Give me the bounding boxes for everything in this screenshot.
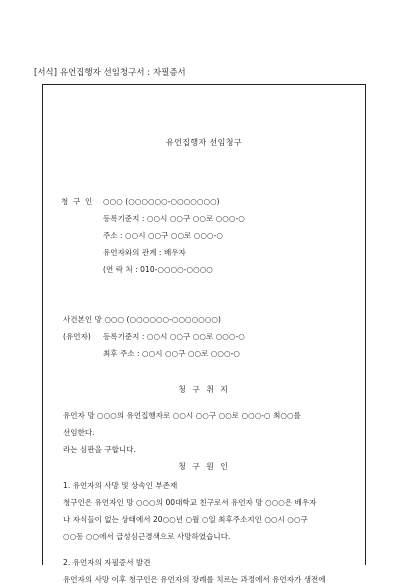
- petitioner-relation: 유언자와의 관계 : 배우자: [103, 248, 186, 257]
- document-frame: [42, 84, 366, 584]
- form-caption: [서식] 유언집행자 선임청구서 : 자필증서: [34, 67, 186, 77]
- document-title: 유언집행자 선임청구: [165, 138, 243, 147]
- reason-2-line-1: 유언자의 사망 이후 청구인은 유언자의 장례를 치르는 과정에서 유언자가 생전에: [63, 575, 326, 584]
- reason-1-line-3: ○○동 ○○에서 급성심근경색으로 사망하였습니다.: [63, 532, 231, 541]
- petitioner-phone: (연 락 처 : 010-○○○○-○○○○: [103, 265, 213, 274]
- purpose-heading: 청 구 취 지: [178, 385, 230, 394]
- deceased-last-address: 최후 주소 : ○○시 ○○구 ○○로 ○○○-○: [103, 349, 240, 358]
- petitioner-registry: 등록기준지 : ○○시 ○○구 ○○로 ○○○-○: [103, 214, 245, 223]
- purpose-line-2: 선임한다.: [63, 428, 95, 437]
- petitioner-label: 청 구 인: [61, 197, 94, 206]
- reason-2-title: 2. 유언자의 자필증서 발견: [63, 558, 151, 567]
- petitioner-address: 주소 : ○○시 ○○구 ○○로 ○○○-○: [103, 231, 223, 240]
- deceased-name: 사건본인 망 ○○○ (○○○○○○-○○○○○○○): [63, 315, 221, 324]
- reason-1-title: 1. 유언자의 사망 및 상속인 부존재: [63, 481, 178, 490]
- reasons-heading: 청 구 원 인: [178, 462, 230, 471]
- purpose-line-3: 라는 심판을 구합니다.: [63, 445, 136, 454]
- deceased-registry: 등록기준지 : ○○시 ○○구 ○○로 ○○○-○: [103, 332, 245, 341]
- reason-1-line-2: 나 자식들이 없는 상태에서 20○○년 ○월 ○일 최후주소지인 ○○시 ○○구: [63, 515, 308, 524]
- petitioner-name: ○○○ (○○○○○○-○○○○○○○): [103, 197, 220, 206]
- purpose-line-1: 유언자 망 ○○○의 유언집행자로 ○○시 ○○구 ○○로 ○○○-○ 최○○를: [63, 411, 301, 420]
- reason-1-line-1: 청구인은 유언자인 망 ○○○의 00대학교 친구로서 유언자 망 ○○○은 배우자: [63, 498, 317, 507]
- deceased-sub-label: (유언자): [63, 332, 91, 341]
